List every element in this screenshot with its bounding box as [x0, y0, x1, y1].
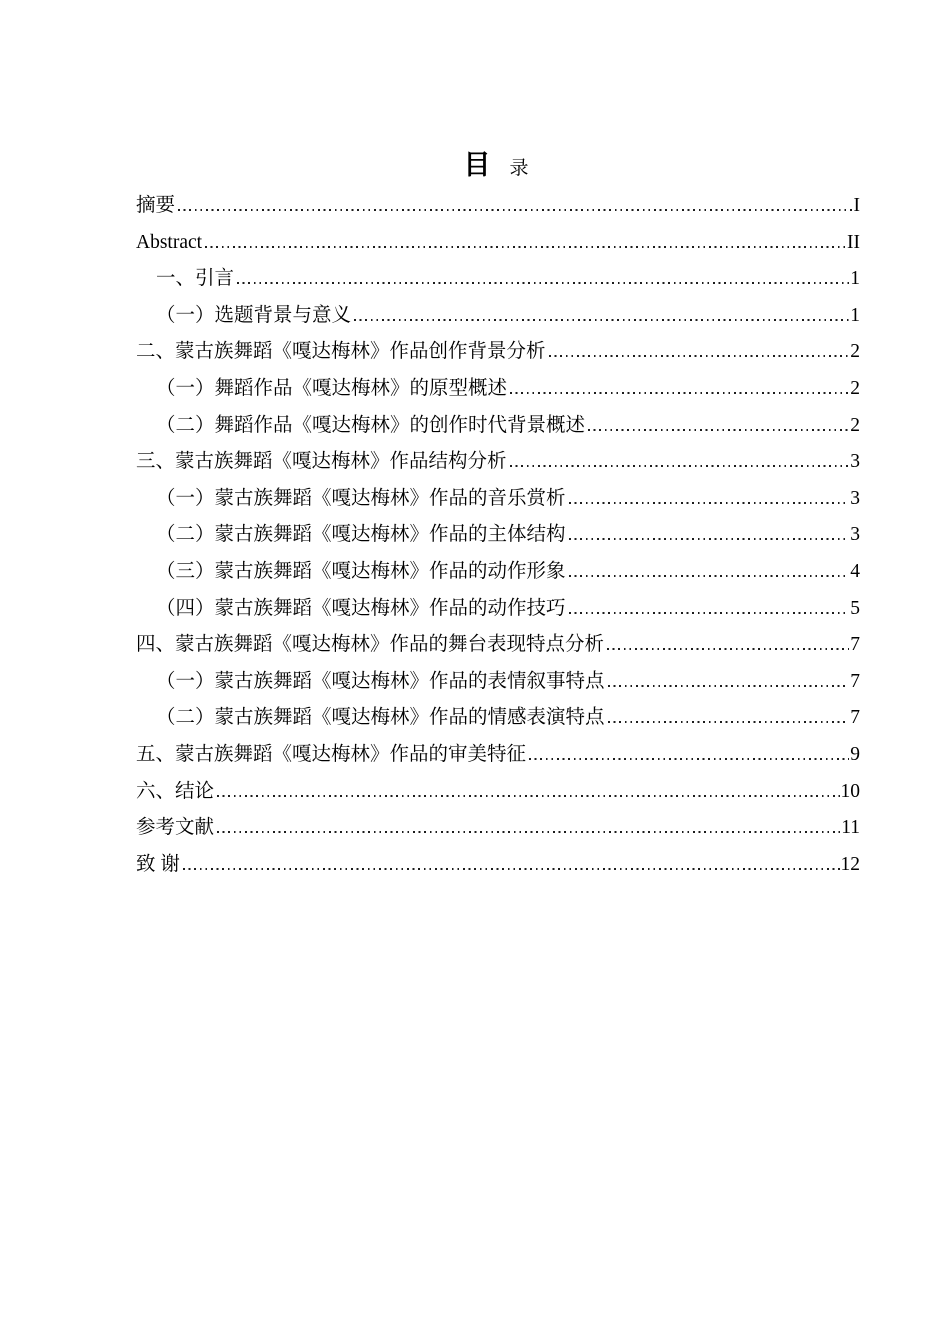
toc-entry[interactable] [136, 298, 860, 335]
toc-entry[interactable] [136, 188, 860, 225]
toc-entry-page: 3 [850, 487, 860, 509]
toc-entry-label: 摘要 [136, 195, 176, 216]
toc-entry[interactable] [136, 700, 860, 737]
toc-dot-leader [183, 868, 840, 870]
toc-entry-page: 2 [850, 377, 860, 399]
toc-entry-label: Abstract [136, 231, 203, 253]
toc-entry-label: 参考文献 [136, 817, 215, 839]
toc-title-text [463, 150, 529, 180]
toc-entry-page: 9 [850, 743, 860, 765]
toc-entry[interactable] [136, 627, 860, 664]
toc-entry-page: 4 [850, 560, 860, 582]
toc-dot-leader [608, 685, 850, 687]
toc-entry[interactable] [136, 408, 860, 445]
toc-entry-label: （二）舞蹈作品《嘎达梅林》的创作时代背景概述 [156, 414, 586, 436]
toc-entry-label: 二、蒙古族舞蹈《嘎达梅林》作品创作背景分析 [136, 341, 546, 363]
toc-entry-label: （一）选题背景与意义 [156, 304, 352, 326]
toc-entry-label: （一）蒙古族舞蹈《嘎达梅林》作品的表情叙事特点 [156, 670, 605, 692]
toc-dot-leader [607, 648, 849, 650]
toc-entry[interactable] [136, 774, 860, 811]
toc-entry-page: 11 [841, 817, 860, 839]
toc-entry-label: （二）蒙古族舞蹈《嘎达梅林》作品的情感表演特点 [156, 707, 605, 729]
toc-entry-label: 一、引言 [156, 268, 235, 290]
toc-entry[interactable] [136, 591, 860, 628]
toc-entry[interactable] [136, 737, 860, 774]
toc-dot-leader [510, 392, 849, 394]
toc-entry-label: （一）蒙古族舞蹈《嘎达梅林》作品的音乐赏析 [156, 487, 566, 509]
toc-entry-page: 1 [850, 304, 860, 326]
toc-entry-page: 2 [850, 341, 860, 363]
toc-title [0, 0, 950, 184]
toc-entry-label: 四、蒙古族舞蹈《嘎达梅林》作品的舞台表现特点分析 [136, 634, 605, 656]
toc-dot-leader [549, 355, 850, 357]
toc-entry-page: 7 [850, 634, 860, 656]
toc-entry[interactable] [136, 334, 860, 371]
toc-dot-leader [354, 319, 849, 321]
toc-dot-leader [178, 209, 852, 211]
toc-entry[interactable] [136, 444, 860, 481]
toc-entry-label: 六、结论 [136, 780, 215, 802]
toc-dot-leader [569, 502, 850, 504]
toc-entry-page: 5 [850, 597, 860, 619]
toc-entry-label: （二）蒙古族舞蹈《嘎达梅林》作品的主体结构 [156, 524, 566, 546]
toc-entry-page: 2 [850, 414, 860, 436]
toc-entry[interactable] [136, 847, 860, 884]
toc-entry[interactable] [136, 481, 860, 518]
toc-title-main: 目 [463, 150, 491, 180]
toc-entry[interactable] [136, 261, 860, 298]
toc-dot-leader [510, 465, 850, 467]
toc-entry-page: 10 [840, 780, 860, 802]
toc-dot-leader [608, 721, 850, 723]
toc-entry-page: 7 [850, 670, 860, 692]
toc-entry[interactable] [136, 517, 860, 554]
toc-dot-leader [217, 795, 839, 797]
toc-title-sub: 录 [509, 158, 529, 179]
toc-entry-page: I [853, 195, 860, 216]
toc-entry-label: （三）蒙古族舞蹈《嘎达梅林》作品的动作形象 [156, 560, 566, 582]
toc-dot-leader [205, 246, 846, 248]
toc-entry-page: 3 [850, 524, 860, 546]
toc-dot-leader [569, 538, 850, 540]
toc-entry-page: 3 [850, 451, 860, 473]
toc-entry-page: 12 [840, 853, 860, 875]
toc-dot-leader [529, 758, 849, 760]
toc-dot-leader [588, 429, 849, 431]
toc-entry[interactable] [136, 225, 860, 262]
toc-dot-leader [569, 575, 850, 577]
toc-dot-leader [237, 282, 849, 284]
toc-entry-page: II [847, 231, 860, 253]
toc-entry-page: 7 [850, 707, 860, 729]
toc-entry[interactable] [136, 371, 860, 408]
toc-entry[interactable] [136, 664, 860, 701]
toc-entry-label: 致 谢 [136, 853, 180, 875]
toc-entry-label: （一）舞蹈作品《嘎达梅林》的原型概述 [156, 377, 508, 399]
toc-list [136, 188, 860, 883]
toc-entry-page: 1 [850, 268, 860, 290]
toc-entry[interactable] [136, 810, 860, 847]
toc-entry[interactable] [136, 554, 860, 591]
toc-entry-label: 三、蒙古族舞蹈《嘎达梅林》作品结构分析 [136, 451, 507, 473]
toc-entry-label: 五、蒙古族舞蹈《嘎达梅林》作品的审美特征 [136, 743, 527, 765]
toc-dot-leader [569, 612, 850, 614]
toc-entry-label: （四）蒙古族舞蹈《嘎达梅林》作品的动作技巧 [156, 597, 566, 619]
toc-dot-leader [217, 831, 840, 833]
